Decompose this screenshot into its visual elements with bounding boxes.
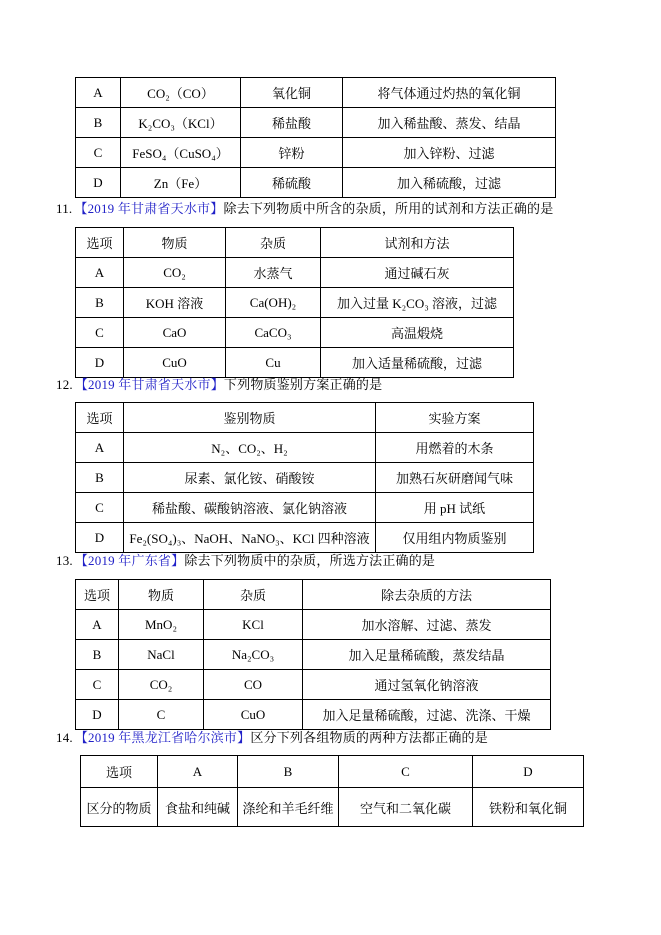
table-cell: 试剂和方法 [321,228,514,258]
table-cell: 用燃着的木条 [376,433,534,463]
table-cell: CaCO₃ [226,318,321,348]
question-source: 【2019 年甘肃省天水市】 [74,201,224,216]
table-cell: 稀盐酸 [241,108,343,138]
table-cell: CuO [204,700,303,730]
table-row [76,463,534,493]
table-cell: 通过氢氧化钠溶液 [303,670,551,700]
table-row [76,168,556,198]
q12-table [75,402,534,553]
table-row [76,580,551,610]
table-cell: FeSO₄（CuSO₄） [121,138,241,168]
table-cell: A [76,433,124,463]
table-cell: C [76,138,121,168]
question-number: 13. [56,553,73,568]
table-cell: Cu [226,348,321,378]
table-cell: CaO [124,318,226,348]
table-cell: B [76,463,124,493]
table-cell: 选项 [76,228,124,258]
table-cell: CO₂ [124,258,226,288]
table-cell: D [473,756,584,788]
q13-table [75,579,551,730]
table-cell: 区分的物质 [81,788,158,827]
table-cell: 加入适量稀硫酸，过滤 [321,348,514,378]
table-cell: 加入稀硫酸，过滤 [343,168,556,198]
table-cell: 加入稀盐酸、蒸发、结晶 [343,108,556,138]
question-number: 11. [56,201,73,216]
table-row [76,108,556,138]
table-row [76,640,551,670]
q10-table-body [76,78,556,198]
table-cell: Na₂CO₃ [204,640,303,670]
table-cell: K₂CO₃（KCl） [121,108,241,138]
question-13-stem [56,553,435,569]
table-cell: 加入过量 K₂CO₃ 溶液，过滤 [321,288,514,318]
table-cell: Fe₂(SO₄)₃、NaOH、NaNO₃、KCl 四种溶液 [124,523,376,553]
table-cell: Zn（Fe） [121,168,241,198]
table-cell: 稀硫酸 [241,168,343,198]
table-cell: 鉴别物质 [124,403,376,433]
q11-table-body [76,228,514,378]
question-text: 下列物质鉴别方案正确的是 [223,377,383,392]
table-cell: CO₂（CO） [121,78,241,108]
question-number: 14. [56,730,73,745]
table-cell: 物质 [119,580,204,610]
table-cell: 选项 [76,580,119,610]
table-cell: C [119,700,204,730]
question-source: 【2019 年黑龙江省哈尔滨市】 [74,730,251,745]
table-cell: 用 pH 试纸 [376,493,534,523]
q14-table [80,755,584,827]
q14-table-body [81,756,584,827]
table-row [76,610,551,640]
table-row [76,403,534,433]
table-cell: 杂质 [226,228,321,258]
q10-purification-table [75,77,556,198]
table-cell: 氧化铜 [241,78,343,108]
question-source: 【2019 年广东省】 [74,553,185,568]
table-cell: 稀盐酸、碳酸钠溶液、氯化钠溶液 [124,493,376,523]
q12-table-body [76,403,534,553]
question-number: 12. [56,377,73,392]
table-cell: C [76,670,119,700]
table-cell: 高温煅烧 [321,318,514,348]
table-cell: 物质 [124,228,226,258]
table-cell: NaCl [119,640,204,670]
table-cell: D [76,168,121,198]
table-cell: A [76,610,119,640]
table-cell: N₂、CO₂、H₂ [124,433,376,463]
table-cell: 实验方案 [376,403,534,433]
table-row [76,228,514,258]
table-cell: 尿素、氯化铵、硝酸铵 [124,463,376,493]
table-cell: 铁粉和氧化铜 [473,788,584,827]
table-cell: D [76,523,124,553]
table-row [76,348,514,378]
table-cell: 加熟石灰研磨闻气味 [376,463,534,493]
table-row [76,318,514,348]
table-cell: CO₂ [119,670,204,700]
table-cell: 水蒸气 [226,258,321,288]
table-row [76,78,556,108]
table-cell: 通过碱石灰 [321,258,514,288]
table-cell: A [76,258,124,288]
table-cell: 锌粉 [241,138,343,168]
table-cell: 加入足量稀硫酸，过滤、洗涤、干燥 [303,700,551,730]
table-cell: C [76,318,124,348]
table-cell: 加入锌粉、过滤 [343,138,556,168]
table-row [81,788,584,827]
table-row [76,670,551,700]
table-cell: C [76,493,124,523]
table-row [76,433,534,463]
table-cell: D [76,700,119,730]
table-cell: A [158,756,238,788]
table-cell: 食盐和纯碱 [158,788,238,827]
question-12-stem [56,377,382,393]
table-cell: 将气体通过灼热的氧化铜 [343,78,556,108]
table-cell: 涤纶和羊毛纤维 [238,788,339,827]
table-cell: CuO [124,348,226,378]
question-source: 【2019 年甘肃省天水市】 [74,377,224,392]
table-cell: 加入足量稀硫酸，蒸发结晶 [303,640,551,670]
table-cell: MnO₂ [119,610,204,640]
table-cell: B [76,108,121,138]
table-cell: B [238,756,339,788]
question-text: 除去下列物质中所含的杂质，所用的试剂和方法正确的是 [223,201,554,216]
q11-table [75,227,514,378]
table-row [76,700,551,730]
table-row [76,138,556,168]
q13-table-body [76,580,551,730]
table-cell: 选项 [76,403,124,433]
table-row [81,756,584,788]
table-cell: 杂质 [204,580,303,610]
table-row [76,523,534,553]
table-cell: 仅用组内物质鉴别 [376,523,534,553]
table-row [76,493,534,523]
question-text: 除去下列物质中的杂质，所选方法正确的是 [184,553,436,568]
table-cell: D [76,348,124,378]
table-cell: CO [204,670,303,700]
question-text: 区分下列各组物质的两种方法都正确的是 [250,730,488,745]
table-cell: C [339,756,473,788]
table-cell: A [76,78,121,108]
table-cell: 除去杂质的方法 [303,580,551,610]
table-row [76,288,514,318]
table-cell: Ca(OH)₂ [226,288,321,318]
table-row [76,258,514,288]
table-cell: KCl [204,610,303,640]
table-cell: 加水溶解、过滤、蒸发 [303,610,551,640]
table-cell: 空气和二氧化碳 [339,788,473,827]
table-cell: B [76,288,124,318]
table-cell: KOH 溶液 [124,288,226,318]
question-14-stem [56,730,488,746]
table-cell: 选项 [81,756,158,788]
question-11-stem [56,201,553,217]
table-cell: B [76,640,119,670]
